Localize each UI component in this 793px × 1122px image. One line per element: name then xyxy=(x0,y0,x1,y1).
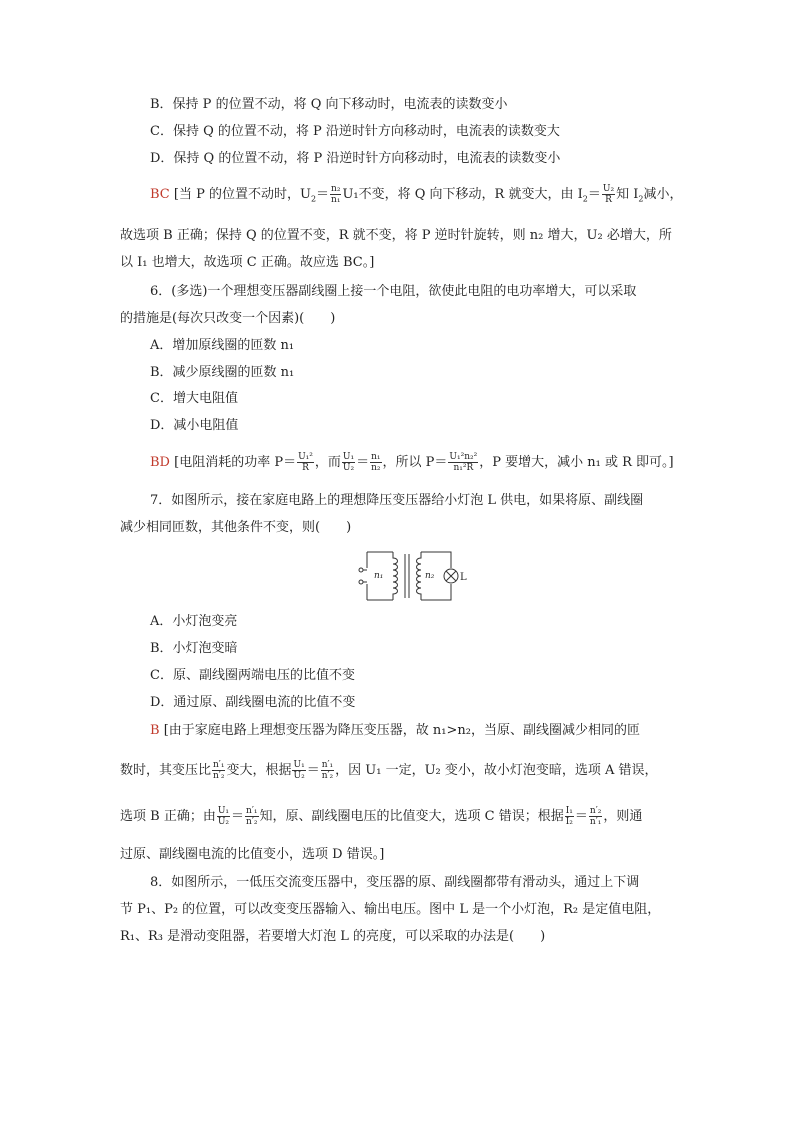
q7-option-c: C．原、副线圈两端电压的比值不变 xyxy=(150,668,355,683)
n1-label: n₁ xyxy=(374,571,384,581)
secondary-coil xyxy=(417,552,422,600)
primary-coil xyxy=(393,552,398,600)
q6-stem-line2: 的措施是(每次只改变一个因素)( ) xyxy=(120,311,336,326)
n2-label: n₂ xyxy=(425,571,435,581)
transformer-circuit-diagram xyxy=(355,548,475,604)
q5-answer-line1: BC [当 P 的位置不动时，$U_2=$ $\frac{\text{n₂}}{\text{n₁}}$ U₁不变，将 Q 向下移动，R 就变大，由 $I_2=$ $\frac{\text{U₂}}{R}$ 知 $I_2$减小， xyxy=(150,184,683,205)
q7-answer-line1: B [由于家庭电路上理想变压器为降压变压器，故 n₁>n₂，当原、副线圈减少相同的匝 xyxy=(150,723,640,738)
ac-terminal-bottom xyxy=(359,580,363,584)
q7-answer-line4: 过原、副线圈电流的比值变小，选项 D 错误。] xyxy=(120,847,385,862)
fraction: $\frac{\text{n′₁}}{\text{n′₂}}$ xyxy=(321,760,334,781)
q6-option-d: D．减小电阻值 xyxy=(150,418,239,433)
iron-core xyxy=(405,554,409,598)
fraction: $\frac{\text{U₁}}{\text{U₂}}$ xyxy=(217,806,230,827)
q6-option-a: A．增加原线圈的匝数 n₁ xyxy=(150,338,295,353)
fraction: $\frac{\text{U₁}}{\text{U₂}}$ xyxy=(342,452,355,473)
q7-option-b: B．小灯泡变暗 xyxy=(150,641,238,656)
q6-option-b: B．减少原线圈的匝数 n₁ xyxy=(150,365,295,380)
q5-answer-line3: 以 I₁ 也增大，故选项 C 正确。故应选 BC。] xyxy=(120,255,375,270)
fraction: $\frac{\text{I₁}}{\text{I₂}}$ xyxy=(565,806,573,827)
fraction: $\frac{\text{n′₁}}{\text{n′₂}}$ xyxy=(246,806,258,827)
fraction: $\frac{\text{U₁²n₂²}}{\text{n₁²R}}$ xyxy=(449,452,478,473)
q6-option-c: C．增大电阻值 xyxy=(150,391,238,406)
q5-option-b: B．保持 P 的位置不动，将 Q 向下移动时，电流表的读数变小 xyxy=(150,97,508,112)
q7-answer-line3: 选项 B 正确；由 $\frac{\text{U₁}}{\text{U₂}}$ ＝ $\frac{\text{n′₁}}{\text{n′₂}}$ 知，原、副线圈电压的比值变大，选项 C 错误；根据 $\frac{\text{I₁}}{\text{I₂}}$ ＝ $\frac{\text{n′₂}}{\text{n′₁}}$ ，则通 xyxy=(120,806,643,827)
q5-option-c: C．保持 Q 的位置不动，将 P 沿逆时针方向移动时，电流表的读数变大 xyxy=(150,124,560,139)
q8-stem-line3: R₁、R₃ 是滑动变阻器，若要增大灯泡 L 的亮度，可以采取的办法是( ) xyxy=(120,929,546,944)
fraction: $\frac{\text{U₂}}{R}$ xyxy=(602,184,615,205)
q5-answer-text: [当 P 的位置不动时，U xyxy=(173,187,311,202)
q7-stem-line2: 减少相同匝数，其他条件不变，则( ) xyxy=(120,520,352,535)
lamp-cross xyxy=(446,571,456,581)
fraction: $\frac{\text{n₁}}{\text{n₂}}$ xyxy=(371,452,381,473)
q5-option-d: D．保持 Q 的位置不动，将 P 沿逆时针方向移动时，电流表的读数变小 xyxy=(150,151,561,166)
q6-answer: BD [电阻消耗的功率 P＝ $\frac{\text{U₁²}}{R}$ ，而 $\frac{\text{U₁}}{\text{U₂}}$ ＝ $\frac{\text{n₁}}{\text{n₂}}$ ，所以 P＝ $\frac{\text{U₁²n₂²}}{\text{n₁²R}}$ ，P 要增大，减小 n₁ 或 R 即可。] xyxy=(150,452,674,473)
q7-answer-line2: 数时，其变压比 $\frac{\text{n′₁}}{\text{n′₂}}$ 变大，根据 $\frac{\text{U₁}}{\text{U₂}}$ ＝ $\frac{\text{n′₁}}{\text{n′₂}}$ ，因 U₁ 一定，U₂ 变小，故小灯泡变暗，选项 A 错误， xyxy=(120,760,658,781)
q5-answer-tag: BC xyxy=(150,187,170,202)
fraction: $\frac{\text{n′₂}}{\text{n′₁}}$ xyxy=(589,806,602,827)
q6-stem-line1: 6．(多选)一个理想变压器副线圈上接一个电阻，欲使此电阻的电功率增大，可以采取 xyxy=(150,284,637,299)
fraction: $\frac{\text{n′₁}}{\text{n′₂}}$ xyxy=(213,760,225,781)
fraction: $\frac{\text{U₁²}}{R}$ xyxy=(298,452,313,473)
q7-stem-line1: 7．如图所示，接在家庭电路上的理想降压变压器给小灯泡 L 供电，如果将原、副线圈 xyxy=(150,493,644,508)
fraction: $\frac{\text{U₁}}{\text{U₂}}$ xyxy=(293,760,305,781)
q7-option-d: D．通过原、副线圈电流的比值不变 xyxy=(150,695,356,710)
lamp-label: L xyxy=(460,572,467,583)
fraction: $\frac{\text{n₂}}{\text{n₁}}$ xyxy=(331,184,341,205)
q7-option-a: A．小灯泡变亮 xyxy=(150,614,238,629)
terminal-leads xyxy=(363,570,367,582)
q8-stem-line2: 节 P₁、P₂ 的位置，可以改变变压器输入、输出电压。图中 L 是一个小灯泡，R₂ 是定值电阻， xyxy=(120,902,661,917)
q6-answer-tag: BD xyxy=(150,455,170,470)
q5-answer-line2: 故选项 B 正确；保持 Q 的位置不变，R 就不变，将 P 逆时针旋转，则 n₂ 增大，U₂ 必增大，所 xyxy=(120,228,672,243)
q7-answer-tag: B xyxy=(150,723,160,738)
q8-stem-line1: 8．如图所示，一低压交流变压器中，变压器的原、副线圈都带有滑动头，通过上下调 xyxy=(150,875,640,890)
ac-terminal-top xyxy=(359,568,363,572)
